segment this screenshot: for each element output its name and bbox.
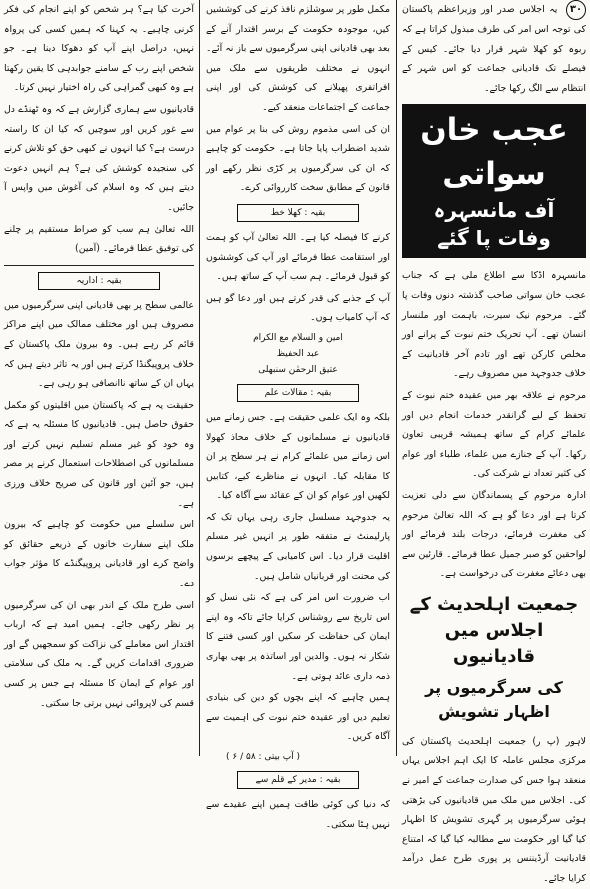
article-paragraph: اسی طرح ملک کے اندر بھی ان کی سرگرمیوں پر نظر رکھی جائے۔ ہمیں امید ہے کہ ارباب اقتدار اس معاملے کی نزاکت کو سمجھیں گے اور ضروری اقدامات کریں گے۔ یہ ملک کی سلامتی اور عوام کے ایمان کا مسئلہ ہے جس پر کسی قسم کی لاپروائی نہیں برتی جا سکتی۔ (4, 599, 194, 709)
continuation-heading: بقیہ : اداریہ (38, 272, 160, 290)
column-divider (199, 0, 200, 756)
article-paragraph: حقیقت یہ ہے کہ پاکستان میں اقلیتوں کو مکمل حقوق حاصل ہیں۔ قادیانیوں کا مسئلہ یہ ہے کہ وہ خود کو غیر مسلم تسلیم نہیں کرتے اور مسلمانوں کی اصطلاحات استعمال کرنے پر مصر ہیں، جو آئین اور قانون کی صریح خلاف ورزی ہے۔ (4, 399, 194, 509)
obituary-paragraph: مرحوم نے علاقہ بھر میں عقیدہ ختم نبوت کے تحفظ کے لیے گرانقدر خدمات انجام دیں اور علمائے کرام کے ساتھ ہمیشہ قریبی تعاون رکھا۔ آپ کے جنازے میں علماء، طلباء اور عوام کی کثیر تعداد نے شرکت کی۔ (402, 389, 586, 480)
signoff-line: عتیق الرحمٰن سنبھلی (258, 364, 338, 375)
continuation-heading: بقیہ : کھلا خط (237, 204, 359, 222)
obituary-banner (402, 104, 586, 258)
obituary-paragraph: مانسہرہ اڈکا سے اطلاع ملی ہے کہ جناب عجب خان سواتی صاحب گذشتہ دنوں وفات پا گئے۔ مرحوم نیک سیرت، باہمت اور ملنسار انسان تھے۔ آپ تحریک ختم نبوت کے پرانے اور مخلص کارکن تھے اور تادم آخر قادیانیت کے خلاف جدوجہد میں مصروف رہے۔ (402, 270, 586, 380)
middle-column (202, 0, 394, 830)
column-divider (396, 0, 397, 756)
article-paragraph: آخرت کیا ہے؟ ہر شخص کو اپنے انجام کی فکر کرنی چاہیے۔ یہ کہنا کہ ہمیں کسی کی پرواہ نہیں، دراصل اپنے آپ کو دھوکا دینا ہے۔ جو شخص اپنے رب کے سامنے جوابدہی کا یقین رکھتا ہے وہ کبھی گمراہی کی راہ اختیار نہیں کرتا۔ (4, 4, 194, 94)
section-divider (4, 265, 194, 266)
obituary-paragraph: ادارہ مرحوم کے پسماندگان سے دلی تعزیت کرتا ہے اور دعا گو ہے کہ اللہ تعالیٰ مرحوم کی مغفرت فرمائے، درجات بلند فرمائے اور لواحقین کو صبر جمیل عطا فرمائے۔ قارئین سے بھی دعائے مغفرت کی درخواست ہے۔ (402, 489, 586, 580)
citation: ( آپ بیتی : ۵۸ / ۶ ) (226, 752, 301, 762)
continuation-heading: بقیہ : مقالات علم (237, 384, 359, 402)
article-paragraph: ہمیں چاہیے کہ اپنے بچوں کو دین کی بنیادی تعلیم دیں اور عقیدہ ختم نبوت کی اہمیت سے آگاہ کریں۔ (206, 692, 390, 743)
article-paragraph: عالمی سطح پر بھی قادیانی اپنی سرگرمیوں میں مصروف ہیں اور مختلف ممالک میں اپنے مراکز قائم کر رہے ہیں۔ وہ بیرون ملک پاکستان کے خلاف پروپیگنڈا کرتے ہیں اور یہ تاثر دیتے ہیں کہ یہاں ان کے ساتھ ناانصافی ہو رہی ہے۔ (3, 299, 194, 390)
news-paragraph: لاہور (پ ر) جمعیت اہلحدیث پاکستان کی مرکزی مجلس عاملہ کا ایک اہم اجلاس یہاں منعقد ہوا جس کی صدارت جماعت کے امیر نے کی۔ اجلاس میں ملک میں قادیانیوں کی بڑھتی ہوئی سرگرمیوں پر گہری تشویش کا اظہار کیا گیا اور حکومت سے مطالبہ کیا گیا کہ امتناع قادیانیت آرڈیننس پر پوری طرح عمل درآمد کرایا جائے۔ (402, 735, 586, 885)
news-headline: جمعیت اہلحدیث کے اجلاس میں قادیانیوں (409, 593, 579, 667)
article-paragraph: یہ جدوجہد مسلسل جاری رہی یہاں تک کہ پارلیمنٹ نے متفقہ طور پر انہیں غیر مسلم اقلیت قرار دیا۔ اس کامیابی کے پیچھے برسوں کی محنت اور قربانیاں شامل ہیں۔ (206, 511, 390, 582)
article-paragraph: اب ضرورت اس امر کی ہے کہ نئی نسل کو اس تاریخ سے روشناس کرایا جائے تاکہ وہ اپنے ایمان کی حفاظت کر سکیں اور کسی فتنے کا شکار نہ ہوں۔ والدین اور اساتذہ پر بھی بھاری ذمہ داری عائد ہوتی ہے۔ (206, 592, 390, 682)
article-paragraph: آپ کے جذبے کی قدر کرتے ہیں اور دعا گو ہیں کہ آپ کامیاب ہوں۔ (206, 292, 390, 324)
article-paragraph: کرنے کا فیصلہ کیا ہے۔ اللہ تعالیٰ آپ کو ہمت اور استقامت عطا فرمائے اور آپ کی کوششوں کو قبول فرمائے۔ ہم سب آپ کے ساتھ ہیں۔ (206, 231, 390, 283)
left-column (0, 0, 198, 756)
banner-subtitle: آف مانسہرہ وفات پا گئے (433, 198, 555, 251)
article-paragraph: قادیانیوں سے ہماری گزارش ہے کہ وہ ٹھنڈے دل سے غور کریں اور سوچیں کہ کیا ان کا راستہ درست ہے؟ کیا انہوں نے کبھی حق کو تلاش کرنے کی سنجیدہ کوشش کی ہے؟ ہم انہیں دعوت دیتے ہیں کہ وہ اسلام کی آغوش میں واپس آ جائیں۔ (4, 103, 194, 213)
item-number: ۳۰ (566, 0, 586, 20)
signoff-line: امین و السلام مع الکرام (253, 332, 343, 343)
continuation-heading: بقیہ : مدیر کے قلم سے (237, 771, 359, 789)
article-paragraph: اس سلسلے میں حکومت کو چاہیے کہ بیرون ملک اپنے سفارت خانوں کے ذریعے حقائق کو واضح کرے اور قادیانی پروپیگنڈے کا مؤثر جواب دے۔ (4, 519, 194, 590)
signoff-line: عبد الحفیظ (276, 348, 320, 359)
banner-title: عجب خان سواتی (420, 112, 568, 193)
resolution-text: ۳۰ یہ اجلاس صدر اور وزیراعظم پاکستان کی توجہ اس امر کی طرف مبذول کراتا ہے کہ ربوہ کو کھلا شہر قرار دیا جائے۔ کیس کے فیصلے تک قادیانی جماعت کو اس شہر کے انتظام سے الگ رکھا جائے۔ (402, 0, 586, 98)
right-column (398, 0, 590, 885)
article-paragraph: بلکہ وہ ایک علمی حقیقت ہے۔ جس زمانے میں قادیانیوں نے مسلمانوں کے خلاف محاذ کھولا اس زمانے میں علمائے کرام نے ہر سطح پر ان کا مقابلہ کیا۔ انہوں نے مناظرے کیے، کتابیں لکھیں اور عوام کو ان کے عقائد سے آگاہ کیا۔ (206, 411, 390, 502)
article-paragraph: کہ دنیا کی کوئی طاقت ہمیں اپنے عقیدے سے نہیں ہٹا سکتی۔ (206, 799, 390, 830)
article-paragraph: مکمل طور پر سوشلزم نافذ کرنے کی کوششیں کیں، موجودہ حکومت کے برسر اقتدار آنے کے بعد بھی قادیانی اپنی سرگرمیوں سے باز نہ آئے۔ انہوں نے مختلف طریقوں سے ملک میں افراتفری پھیلانے کی کوشش کی اور اپنی جماعت کے اجتماعات منعقد کیے۔ (206, 4, 390, 113)
article-paragraph: ان کی اسی مذموم روش کی بنا پر عوام میں شدید اضطراب پایا جاتا ہے۔ حکومت کو چاہیے کہ ان کی سرگرمیوں پر کڑی نظر رکھے اور قانون کے مطابق سخت کارروائی کرے۔ (206, 123, 390, 194)
news-subheadline: کی سرگرمیوں پر اظہار تشویش (425, 677, 563, 721)
article-paragraph: اللہ تعالیٰ ہم سب کو صراط مستقیم پر چلنے کی توفیق عطا فرمائے۔ (آمین) (4, 223, 194, 255)
